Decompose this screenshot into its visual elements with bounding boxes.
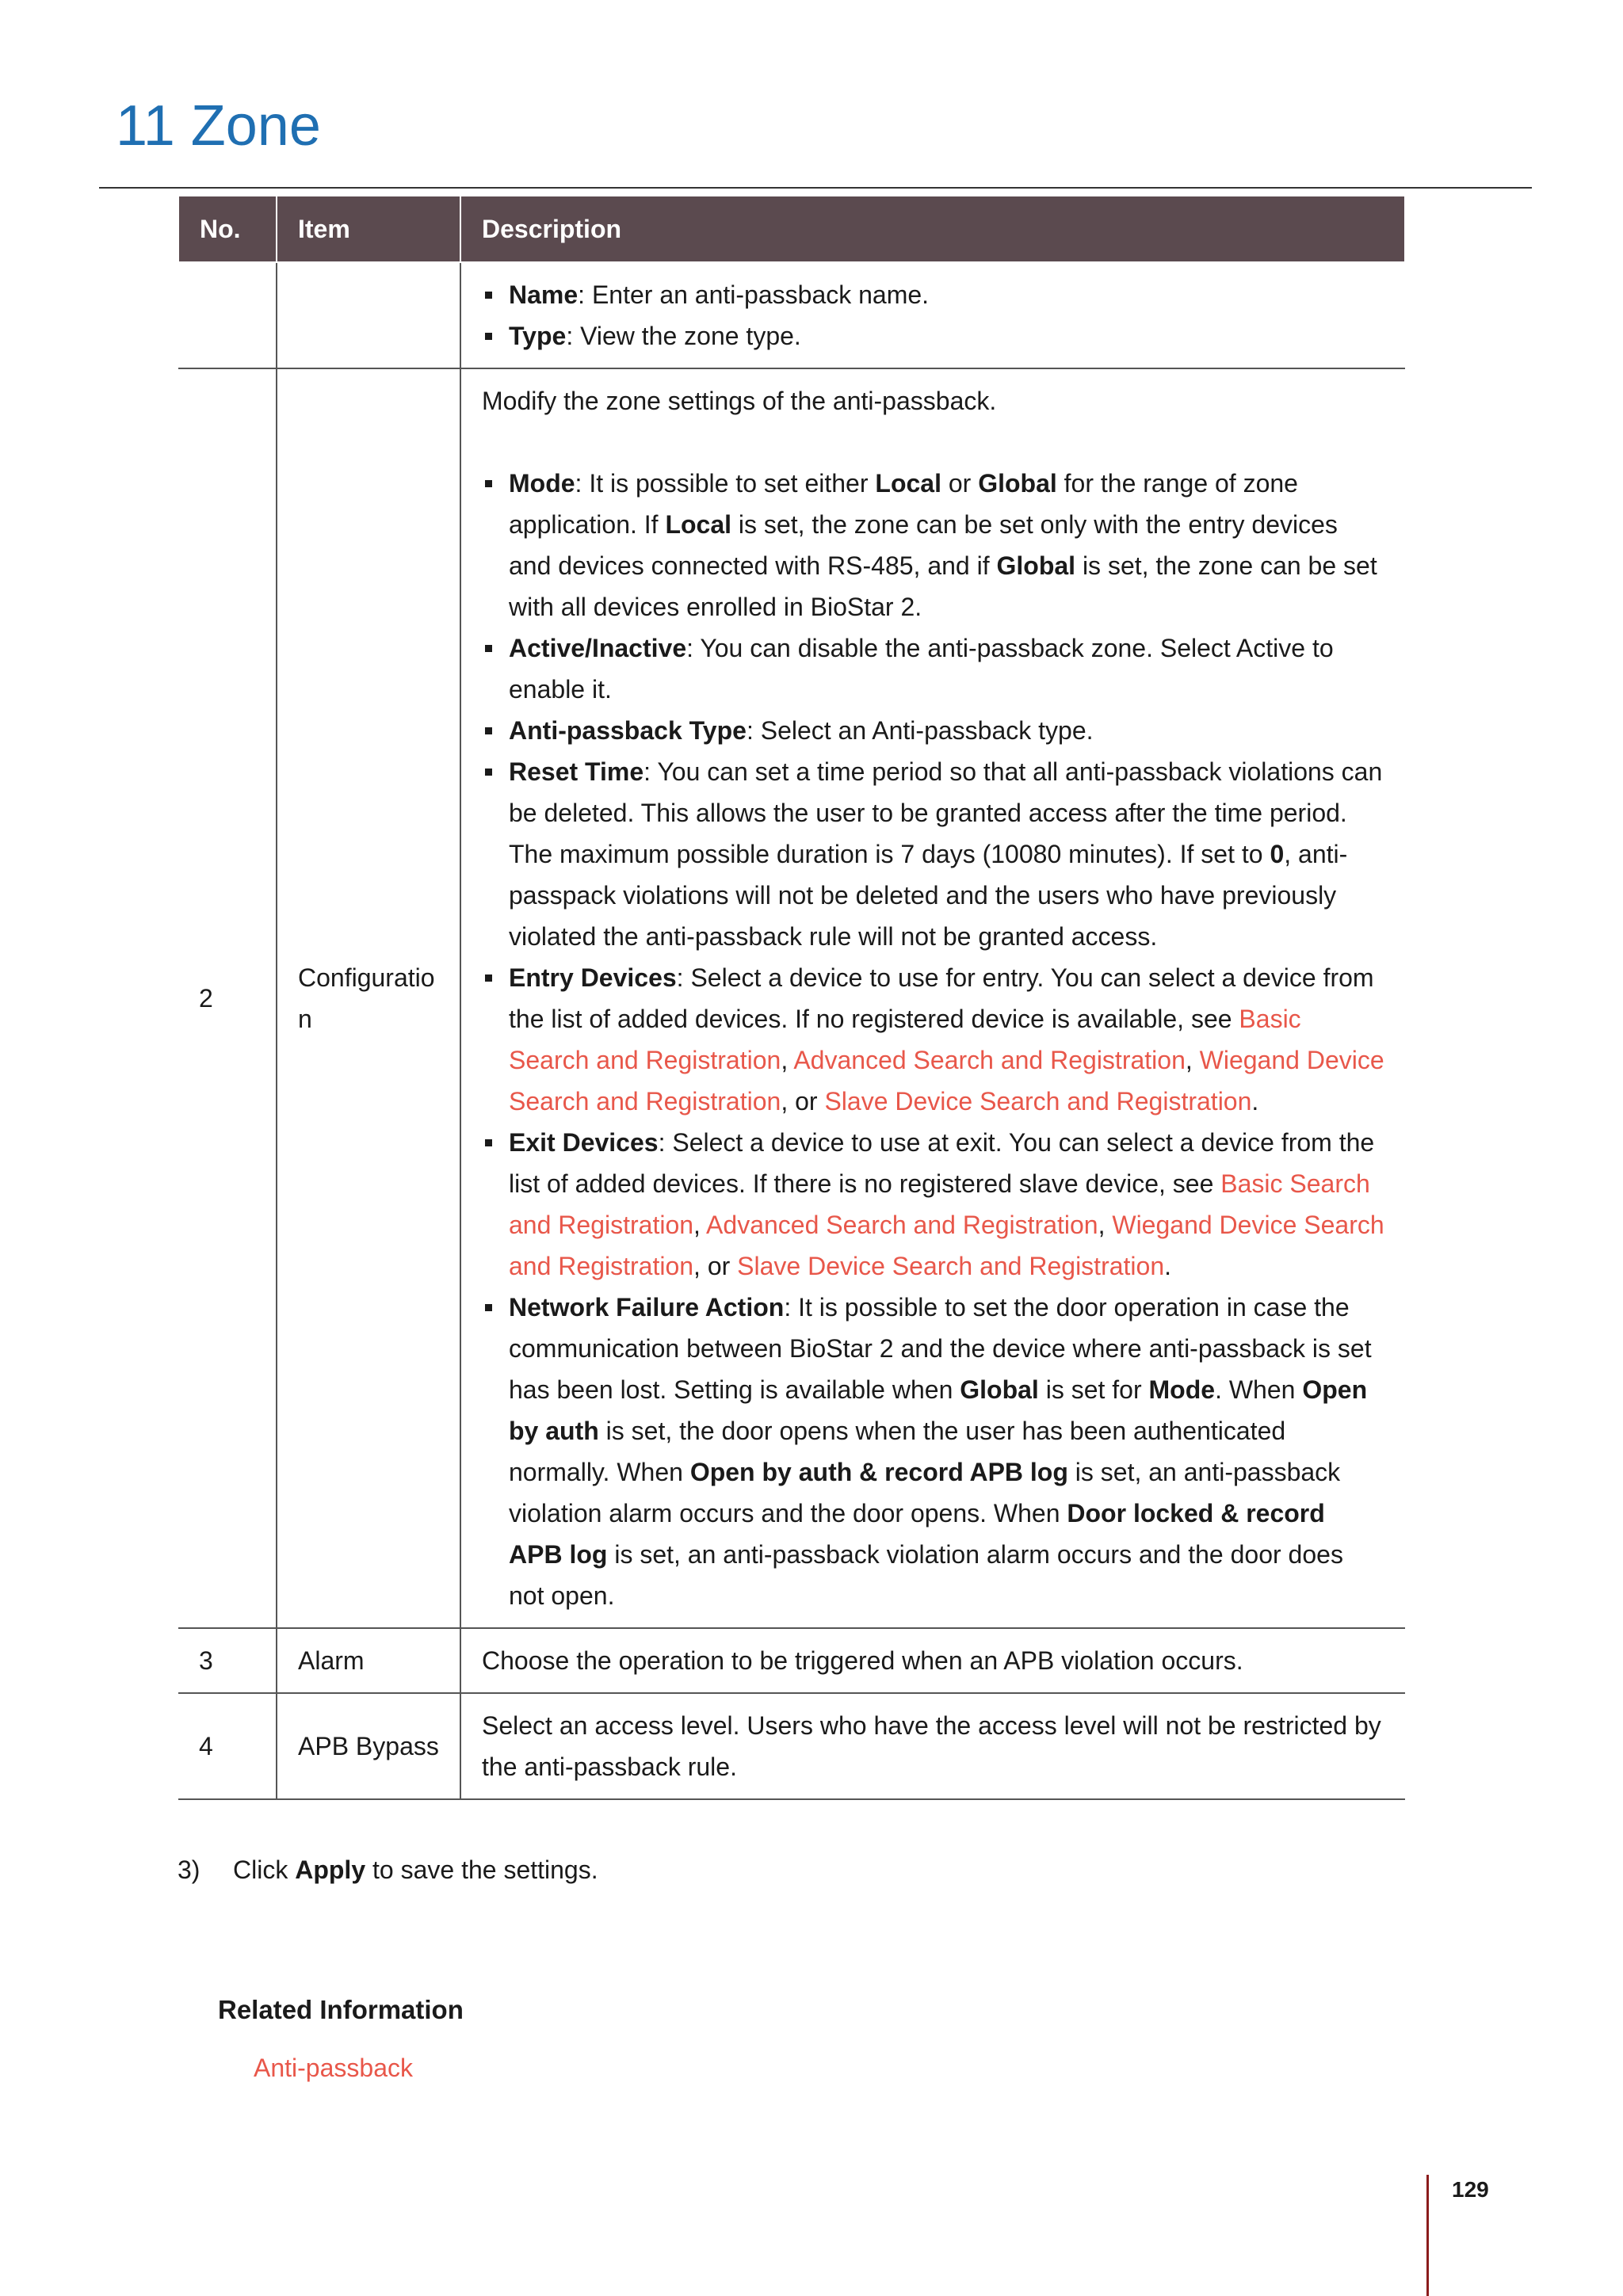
cell-item: Configuratio n: [277, 368, 460, 1628]
text: for the range of zone application. If: [509, 469, 1298, 539]
list-item: [482, 274, 1384, 315]
term: Active/Inactive: [509, 634, 687, 662]
text: , or: [781, 1087, 825, 1116]
text: , anti-passpack violations will not be deleted and the users who have previously violated the anti-passback rule will not be granted access.: [509, 840, 1348, 951]
step-text: to save the settings.: [365, 1855, 598, 1884]
term: Door locked & record APB log: [509, 1499, 1325, 1569]
term: Anti-passback Type: [509, 716, 747, 745]
list-item-reset-time: [482, 751, 1384, 957]
list-item-mode: [482, 463, 1384, 627]
cell-description: [460, 368, 1405, 1628]
cell-no: 3: [178, 1628, 277, 1693]
link-slave-search[interactable]: Slave Device Search and Registration: [737, 1252, 1165, 1280]
cell-description: Select an access level. Users who have the access level will not be restricted by the anti-passback rule.: [460, 1693, 1405, 1799]
list-item-entry-devices: [482, 957, 1384, 1122]
term: 0: [1270, 840, 1285, 868]
text: : It is possible to set the door operation in case the communication between BioStar 2 and the device where anti-passback is set has been lost. Setting is available when: [509, 1293, 1372, 1404]
text: ,: [1185, 1046, 1200, 1074]
header-no: No.: [178, 196, 277, 262]
link-anti-passback[interactable]: Anti-passback: [254, 2054, 413, 2082]
text: is set, the zone can be set with all devices enrolled in BioStar 2.: [509, 551, 1377, 621]
text: is set, the door opens when the user has been authenticated normally. When: [509, 1417, 1286, 1486]
list-item-network-failure: [482, 1287, 1384, 1616]
term: Entry Devices: [509, 963, 677, 992]
cell-description: Choose the operation to be triggered when an APB violation occurs.: [460, 1628, 1405, 1693]
header-description: Description: [460, 196, 1405, 262]
table-row: [178, 1628, 1405, 1693]
text: is set, an anti-passback violation alarm occurs and the door does not open.: [509, 1540, 1343, 1610]
text: : Select a device to use for entry. You can select a device from the list of added devices. If no registered device is available, see: [509, 963, 1374, 1033]
term: Global: [960, 1375, 1039, 1404]
text: . When: [1215, 1375, 1303, 1404]
text: : You can disable the anti-passback zone. Select Active to enable it.: [509, 634, 1334, 704]
related-information-heading: Related Information: [218, 1995, 464, 2024]
text: : Select a device to use at exit. You can select a device from the list of added devices. If there is no registered slave device, see: [509, 1128, 1375, 1198]
text: or: [941, 469, 979, 498]
chapter-title: 11 Zone: [116, 94, 321, 158]
link-basic-search[interactable]: Basic Search and Registration: [509, 1169, 1370, 1239]
term: Name: [509, 280, 579, 309]
cell-item: APB Bypass: [277, 1693, 460, 1799]
step-text: Click: [233, 1855, 296, 1884]
text: is set, an anti-passback violation alarm occurs and the door opens. When: [509, 1458, 1341, 1527]
text: , or: [693, 1252, 738, 1280]
link-slave-search[interactable]: Slave Device Search and Registration: [824, 1087, 1252, 1116]
bullet-list: [482, 463, 1384, 1616]
cell-item: [277, 262, 460, 368]
term: Local: [875, 469, 941, 498]
text: is set, the zone can be set only with the entry devices and devices connected with RS-485, and if: [509, 510, 1338, 580]
term: Mode: [1148, 1375, 1216, 1404]
term: Open by auth & record APB log: [689, 1458, 1068, 1486]
cell-item: Alarm: [277, 1628, 460, 1693]
table-row: [178, 262, 1405, 368]
text: : View the zone type.: [566, 322, 801, 350]
link-basic-search[interactable]: Basic Search and Registration: [509, 1005, 1301, 1074]
link-advanced-search[interactable]: Advanced Search and Registration: [793, 1046, 1186, 1074]
text: .: [1251, 1087, 1259, 1116]
table-row: [178, 1693, 1405, 1799]
term: Global: [978, 469, 1057, 498]
text: : Select an Anti-passback type.: [746, 716, 1094, 745]
term: Network Failure Action: [509, 1293, 785, 1322]
term: Open by auth: [509, 1375, 1368, 1445]
cell-description: [460, 262, 1405, 368]
zone-settings-table: [178, 195, 1406, 1800]
link-wiegand-search[interactable]: Wiegand Device Search and Registration: [509, 1046, 1384, 1116]
table-header-row: [178, 196, 1405, 262]
link-advanced-search[interactable]: Advanced Search and Registration: [706, 1211, 1098, 1239]
link-wiegand-search[interactable]: Wiegand Device Search and Registration: [509, 1211, 1384, 1280]
text: is set for: [1038, 1375, 1149, 1404]
list-item: [482, 315, 1384, 357]
term: Exit Devices: [509, 1128, 659, 1157]
step-number: 3): [178, 1855, 200, 1884]
page-number: 129: [1452, 2177, 1489, 2202]
step-instruction: [178, 1855, 598, 1885]
bullet-list: [482, 274, 1384, 357]
list-item-exit-devices: [482, 1122, 1384, 1287]
term: Mode: [509, 469, 575, 498]
text: : Enter an anti-passback name.: [578, 280, 930, 309]
intro-text: Modify the zone settings of the anti-passback.: [482, 387, 997, 415]
text: ,: [1098, 1211, 1113, 1239]
text: : It is possible to set either: [575, 469, 876, 498]
apply-term: Apply: [295, 1855, 366, 1884]
term: Type: [509, 322, 567, 350]
text: ,: [781, 1046, 794, 1074]
title-divider: [99, 187, 1532, 189]
text: ,: [693, 1211, 707, 1239]
table-row: [178, 368, 1405, 1628]
term: Global: [996, 551, 1076, 580]
cell-no: [178, 262, 277, 368]
footer-divider: [1426, 2175, 1429, 2296]
cell-no: 4: [178, 1693, 277, 1799]
list-item-active: [482, 627, 1384, 710]
header-item: Item: [277, 196, 460, 262]
term: Reset Time: [509, 757, 644, 786]
term: Local: [665, 510, 732, 539]
text: .: [1164, 1252, 1171, 1280]
list-item-apb-type: [482, 710, 1384, 751]
text: : You can set a time period so that all anti-passback violations can be deleted. This allows the user to be granted access after the time period. The maximum possible duration is 7 days (10080 minutes). If set to: [509, 757, 1383, 868]
cell-no: 2: [178, 368, 277, 1628]
